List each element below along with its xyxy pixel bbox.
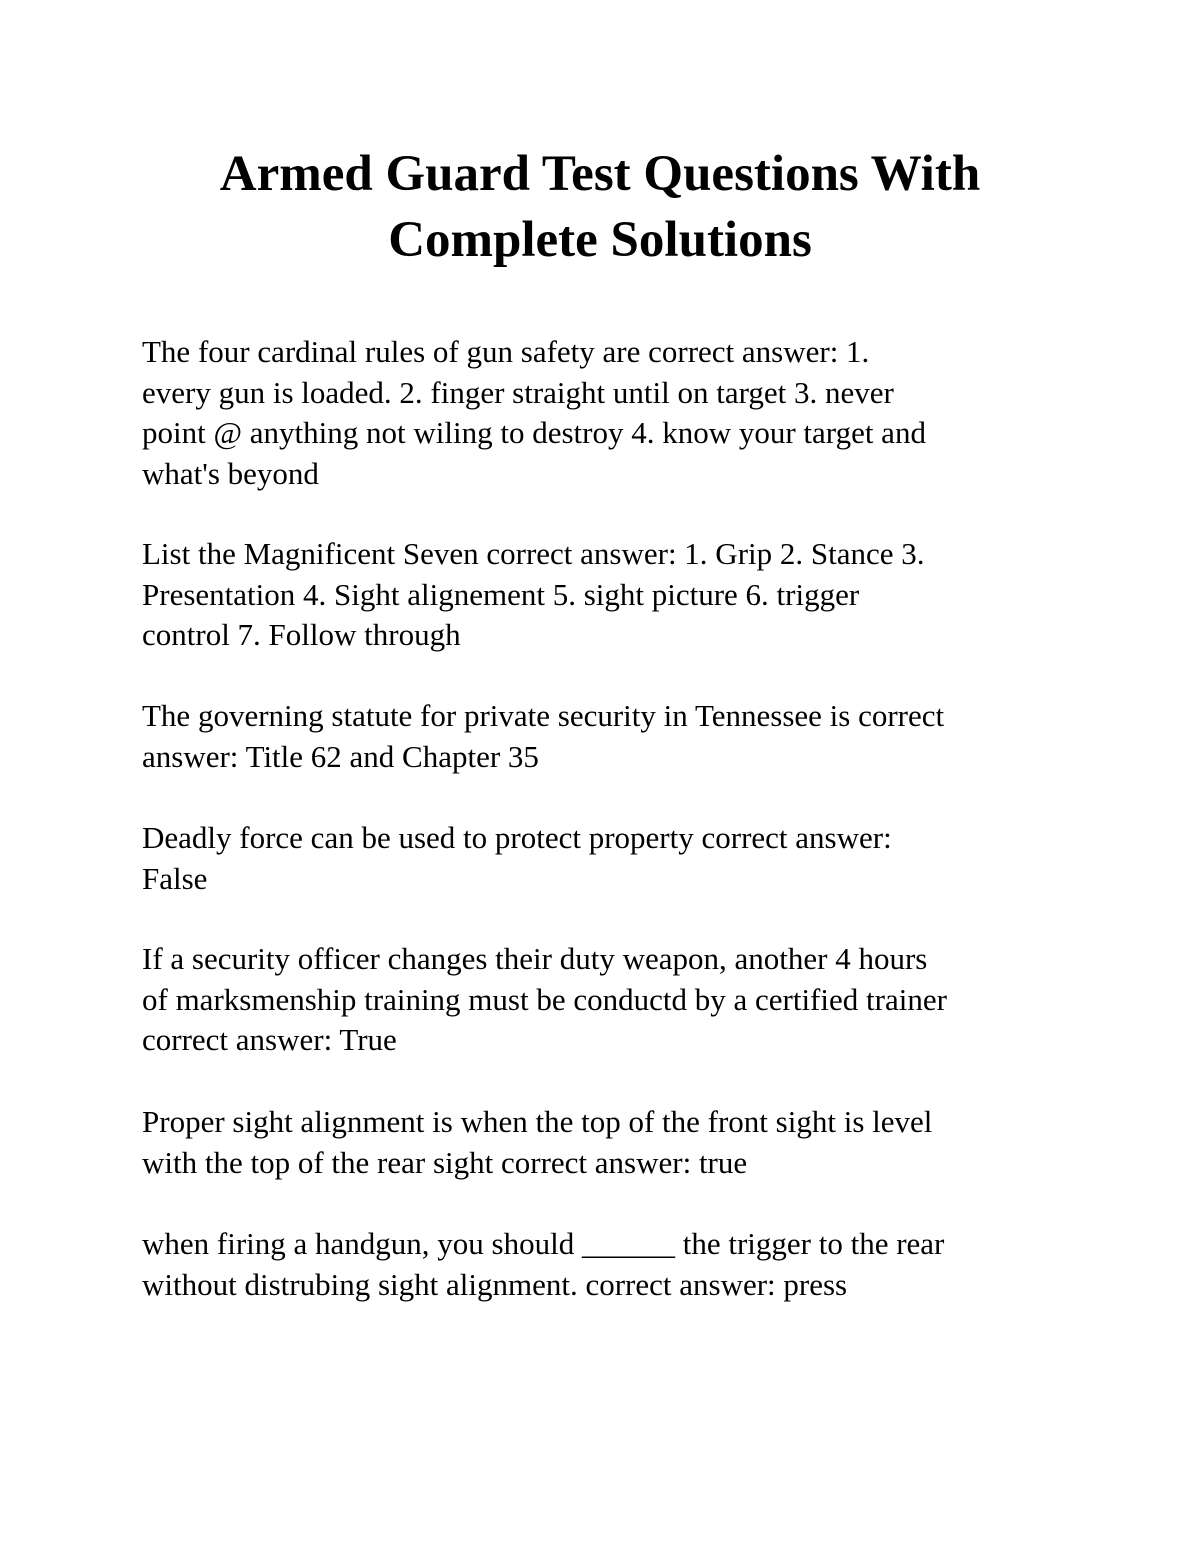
qa-item-cardinal-rules [142, 332, 1072, 494]
qa-line: The four cardinal rules of gun safety are correct answer: 1. [142, 334, 870, 369]
qa-line: what's beyond [142, 455, 319, 491]
qa-line: Proper sight alignment is when the top of the front sight is level [142, 1104, 933, 1139]
qa-item-deadly-force [142, 818, 1072, 899]
qa-item-sight-alignment [142, 1102, 1072, 1183]
qa-line: with the top of the rear sight correct answer: true [142, 1144, 748, 1180]
qa-item-duty-weapon [142, 939, 1072, 1061]
title-line-2: Complete Solutions [388, 212, 812, 268]
qa-line: Deadly force can be used to protect property correct answer: [142, 820, 892, 855]
document-title [120, 141, 1080, 273]
qa-line: answer: Title 62 and Chapter 35 [142, 738, 539, 774]
qa-line: every gun is loaded. 2. finger straight until on target 3. never [142, 374, 894, 410]
qa-line: If a security officer changes their duty weapon, another 4 hours [142, 941, 928, 976]
qa-item-trigger-press [142, 1224, 1072, 1305]
qa-line: False [142, 860, 208, 896]
qa-line: point @ anything not wiling to destroy 4. know your target and [142, 415, 926, 450]
qa-line: without distrubing sight alignment. correct answer: press [142, 1266, 848, 1302]
title-line-1: Armed Guard Test Questions With [219, 146, 981, 202]
qa-line: The governing statute for private security in Tennessee is correct [142, 698, 945, 733]
qa-line: correct answer: True [142, 1022, 397, 1057]
qa-line: List the Magnificent Seven correct answer: 1. Grip 2. Stance 3. [142, 536, 925, 571]
qa-item-magnificent-seven [142, 534, 1072, 656]
qa-line: control 7. Follow through [142, 617, 461, 652]
qa-line: of marksmenship training must be conductd by a certified trainer [142, 981, 947, 1017]
qa-line: when firing a handgun, you should ______ the trigger to the rear [142, 1226, 945, 1261]
qa-line: Presentation 4. Sight alignement 5. sight picture 6. trigger [142, 576, 860, 612]
qa-item-governing-statute [142, 696, 1072, 777]
